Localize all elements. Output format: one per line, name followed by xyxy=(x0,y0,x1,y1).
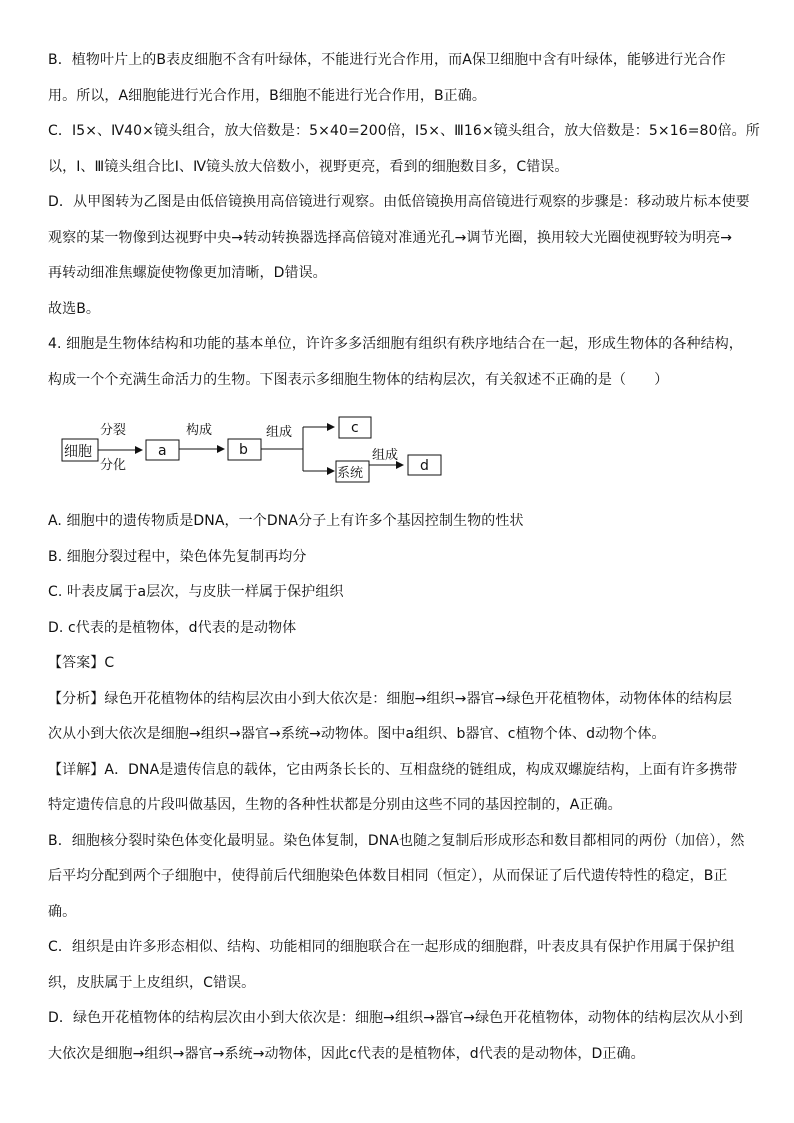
diagram-svg xyxy=(48,397,760,485)
detail-b-line1: B．细胞核分裂时染色体变化最明显。染色体复制，DNA也随之复制后形成形态和数目都相同的两份（加倍），然 xyxy=(48,832,745,849)
detail-a-line1: 【详解】A．DNA是遗传信息的载体，它由两条长长的、互相盘绕的链组成，构成双螺旋结构，上面有许多携带 xyxy=(48,761,738,778)
question-stem-line1: 4. 细胞是生物体结构和功能的基本单位，许许多多活细胞有组织有秩序地结合在一起，形成生物体的各种结构， xyxy=(48,336,743,352)
prev-explanation-b-line1: B．植物叶片上的B表皮细胞不含有叶绿体，不能进行光合作用，而A保卫细胞中含有叶绿体，能够进行光合作 xyxy=(48,52,726,68)
detail-c-line1: C．组织是由许多形态相似、结构、功能相同的细胞联合在一起形成的细胞群，叶表皮具有保护作用属于保护组 xyxy=(48,939,735,955)
detail-b-line2: 后平均分配到两个子细胞中，使得前后代细胞染色体数目相同（恒定），从而保证了后代遗传特性的稳定，B正 xyxy=(48,868,728,884)
document-page xyxy=(48,52,760,1081)
prev-explanation-c-line2: 以，Ⅰ、Ⅲ镜头组合比Ⅰ、Ⅳ镜头放大倍数小，视野更亮，看到的细胞数目多，C错误。 xyxy=(48,158,569,175)
detail-a-line2: 特定遗传信息的片段叫做基因，生物的各种性状都是分别由这些不同的基因控制的，A正确。 xyxy=(48,797,622,813)
detail-b-line3: 确。 xyxy=(48,903,77,920)
differentiation-label: 分化 xyxy=(100,458,127,473)
structure-hierarchy-diagram xyxy=(48,397,760,485)
detail-d-line1: D．绿色开花植物体的结构层次由小到大依次是：细胞→组织→器官→绿色开花植物体，动物体的结构层次从小到 xyxy=(48,1010,743,1026)
compose1-label: 组成 xyxy=(266,425,293,440)
c-label: c xyxy=(351,420,359,436)
analysis-line2: 次从小到大依次是细胞→组织→器官→系统→动物体。图中a组织、b器官、c植物个体、d动物个体。 xyxy=(48,726,666,742)
answer: 【答案】C xyxy=(48,655,115,671)
option-a: A. 细胞中的遗传物质是DNA，一个DNA分子上有许多个基因控制生物的性状 xyxy=(48,513,524,529)
prev-explanation-d-line3: 再转动细准焦螺旋使物像更加清晰，D错误。 xyxy=(48,265,327,281)
b-label: b xyxy=(239,442,248,458)
a-label: a xyxy=(158,443,167,459)
prev-explanation-b-line2: 用。所以，A细胞能进行光合作用，B细胞不能进行光合作用，B正确。 xyxy=(48,87,486,104)
prev-conclusion: 故选B。 xyxy=(48,300,101,317)
analysis-line1: 【分析】绿色开花植物体的结构层次由小到大依次是：细胞→组织→器官→绿色开花植物体，动物体体的结构层 xyxy=(48,690,733,707)
compose2-label: 组成 xyxy=(372,448,399,463)
question-stem-line2: 构成一个个充满生命活力的生物。下图表示多细胞生物体的结构层次，有关叙述不正确的是（ ） xyxy=(48,371,669,388)
prev-explanation-d-line2: 观察的某一物像到达视野中央→转动转换器选择高倍镜对准通光孔→调节光圈，换用较大光圈使视野较为明亮→ xyxy=(48,229,733,246)
option-c: C. 叶表皮属于a层次，与皮肤一样属于保护组织 xyxy=(48,584,344,600)
prev-explanation-c-line1: C．Ⅰ5×、Ⅳ40×镜头组合，放大倍数是：5×40=200倍，Ⅰ5×、Ⅲ16×镜头组合，放大倍数是：5×16=80倍。所 xyxy=(48,123,760,139)
option-b: B. 细胞分裂过程中，染色体先复制再均分 xyxy=(48,548,307,565)
prev-explanation-d-line1: D．从甲图转为乙图是由低倍镜换用高倍镜进行观察。由低倍镜换用高倍镜进行观察的步骤是：移动玻片标本使要 xyxy=(48,194,750,210)
system-label: 系统 xyxy=(337,466,364,481)
detail-c-line2: 织，皮肤属于上皮组织，C错误。 xyxy=(48,974,256,991)
detail-d-line2: 大依次是细胞→组织→器官→系统→动物体，因此c代表的是植物体，d代表的是动物体，D正确。 xyxy=(48,1045,645,1062)
cell-label: 细胞 xyxy=(64,444,92,460)
division-label: 分裂 xyxy=(100,423,127,438)
constitute-label: 构成 xyxy=(186,423,213,438)
option-d: D. c代表的是植物体，d代表的是动物体 xyxy=(48,619,297,636)
d-label: d xyxy=(420,458,429,474)
